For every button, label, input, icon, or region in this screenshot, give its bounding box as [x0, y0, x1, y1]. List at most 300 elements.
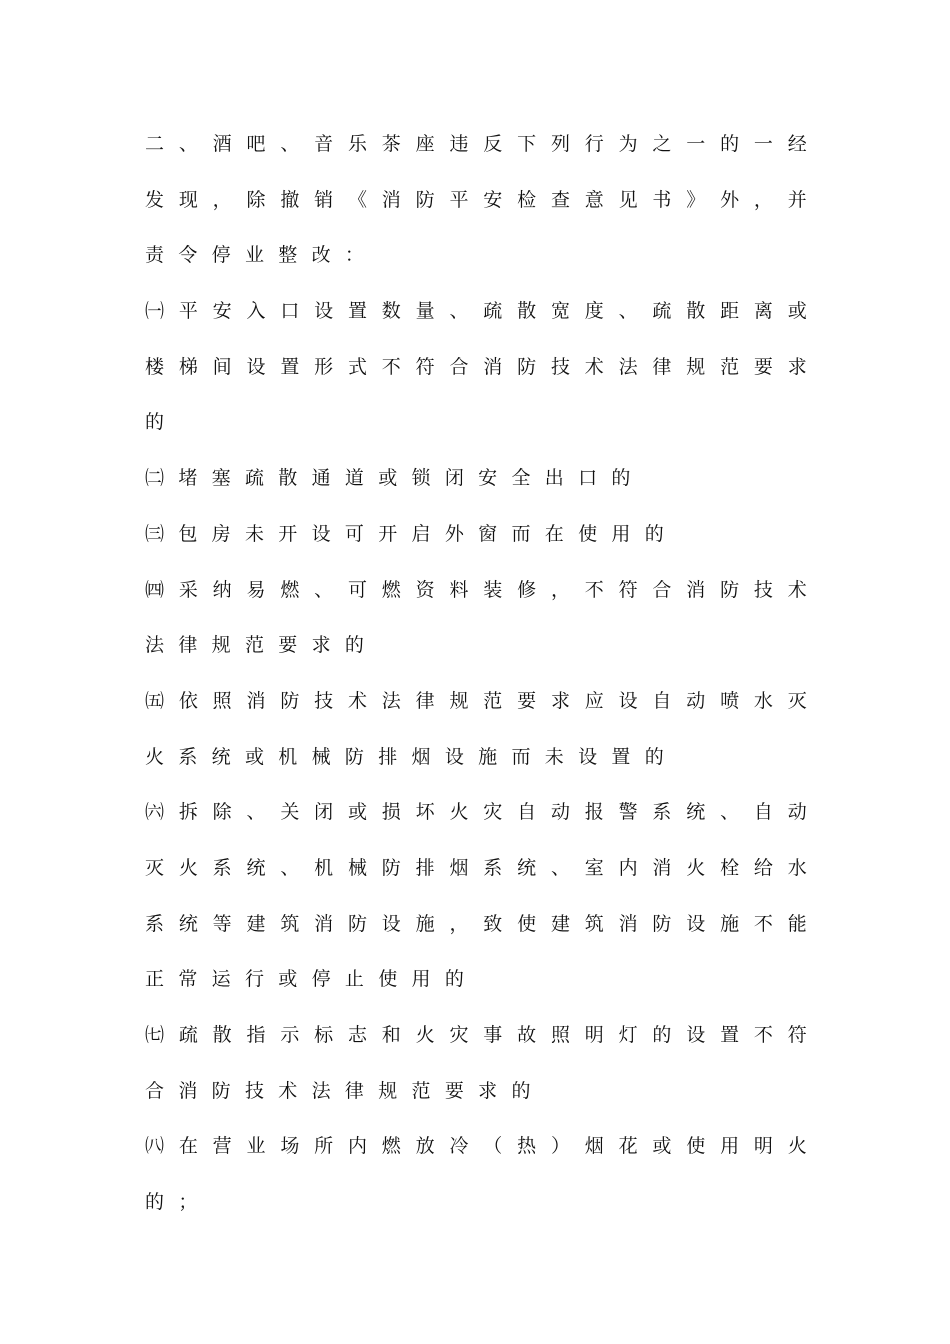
text-line: [145, 1075, 807, 1131]
text-glyph: 度: [584, 300, 604, 323]
text-glyph: 外: [444, 522, 464, 545]
text-glyph: 合: [449, 355, 469, 378]
text-glyph: 改: [311, 244, 331, 267]
text-line: [145, 908, 807, 964]
text-glyph: 一: [753, 133, 773, 155]
text-glyph: 经: [787, 133, 807, 155]
text-glyph: 》: [686, 188, 706, 211]
text-glyph: 料: [449, 578, 469, 601]
text-glyph: 除: [212, 801, 232, 824]
text-glyph: ，: [550, 578, 570, 601]
text-glyph: 散: [278, 467, 298, 490]
text-glyph: 正: [145, 968, 165, 991]
text-glyph: ㈢: [145, 522, 165, 545]
text-glyph: 包: [178, 522, 198, 545]
text-line: [145, 963, 807, 1019]
text-glyph: 酒: [212, 133, 232, 155]
text-glyph: 并: [787, 188, 807, 211]
text-glyph: 消: [483, 355, 503, 378]
text-glyph: 房: [211, 522, 231, 545]
text-glyph: 排: [378, 745, 398, 768]
text-glyph: 给: [753, 856, 773, 879]
text-glyph: 资: [415, 578, 435, 601]
text-glyph: ）: [550, 1135, 570, 1158]
text-glyph: 防: [344, 745, 364, 768]
text-glyph: 火: [449, 801, 469, 824]
text-glyph: 符: [787, 1024, 807, 1046]
text-glyph: 水: [753, 689, 773, 712]
text-glyph: 梯: [178, 355, 198, 378]
text-glyph: 查: [550, 188, 570, 211]
text-glyph: ；: [178, 1191, 198, 1214]
text-glyph: 内: [618, 856, 638, 879]
text-glyph: 统: [686, 801, 706, 824]
text-glyph: 散: [686, 300, 706, 323]
text-glyph: 可: [347, 578, 367, 601]
text-glyph: 或: [378, 467, 398, 490]
text-glyph: 、: [178, 133, 198, 155]
text-glyph: 令: [178, 244, 198, 267]
text-glyph: 喷: [720, 689, 740, 712]
text-glyph: 止: [344, 968, 364, 991]
text-glyph: 茶: [381, 133, 401, 155]
text-glyph: 明: [584, 1024, 604, 1046]
text-glyph: 用: [411, 968, 431, 991]
text-glyph: 示: [280, 1024, 300, 1046]
text-glyph: 楼: [145, 355, 165, 378]
text-glyph: 依: [178, 689, 198, 712]
text-line: [145, 462, 807, 518]
text-glyph: 堵: [178, 467, 198, 490]
text-glyph: 间: [212, 355, 232, 378]
text-glyph: 或: [787, 300, 807, 323]
text-glyph: 下: [517, 133, 537, 155]
text-glyph: 安: [478, 467, 498, 490]
text-glyph: 范: [483, 689, 503, 712]
text-glyph: 销: [314, 188, 334, 211]
text-glyph: 业: [244, 244, 264, 267]
text-glyph: 标: [314, 1024, 334, 1046]
text-glyph: ：: [344, 244, 364, 267]
text-glyph: 口: [578, 467, 598, 490]
text-glyph: 术: [787, 578, 807, 601]
text-glyph: 使: [378, 968, 398, 991]
text-glyph: 拆: [178, 801, 198, 824]
text-glyph: 易: [246, 578, 266, 601]
text-glyph: 规: [449, 689, 469, 712]
text-glyph: 、: [449, 300, 469, 323]
text-glyph: 技: [314, 689, 334, 712]
text-glyph: 全: [511, 467, 531, 490]
text-glyph: 统: [178, 912, 198, 935]
text-glyph: 在: [178, 1135, 198, 1158]
text-glyph: 统: [211, 745, 231, 768]
text-glyph: 统: [517, 856, 537, 879]
text-glyph: 志: [347, 1024, 367, 1046]
text-glyph: 灯: [618, 1024, 638, 1046]
text-glyph: 、: [314, 578, 334, 601]
text-line: [145, 239, 807, 295]
text-glyph: ㈠: [145, 300, 165, 323]
text-glyph: 启: [411, 522, 431, 545]
text-glyph: 的: [652, 1024, 672, 1046]
text-glyph: 消: [618, 912, 638, 935]
text-glyph: 现: [178, 188, 198, 211]
text-glyph: 设: [686, 912, 706, 935]
text-glyph: 律: [344, 1079, 364, 1102]
text-glyph: 机: [278, 745, 298, 768]
text-glyph: 防: [280, 689, 300, 712]
text-glyph: 用: [720, 1135, 740, 1158]
text-glyph: 求: [478, 1079, 498, 1102]
text-glyph: 的: [644, 745, 664, 768]
text-glyph: 吧: [246, 133, 266, 155]
text-glyph: 照: [212, 689, 232, 712]
text-glyph: 的: [611, 467, 631, 490]
text-glyph: 热: [517, 1135, 537, 1158]
text-line: [145, 629, 807, 685]
text-glyph: 和: [381, 1024, 401, 1046]
text-glyph: 设: [246, 355, 266, 378]
text-glyph: 法: [381, 689, 401, 712]
text-glyph: 、: [720, 801, 740, 824]
text-glyph: 筑: [584, 912, 604, 935]
text-glyph: 锁: [411, 467, 431, 490]
text-glyph: 见: [618, 188, 638, 211]
text-line: [145, 351, 807, 407]
text-glyph: 室: [584, 856, 604, 879]
text-glyph: 疏: [178, 1024, 198, 1046]
text-glyph: 常: [178, 968, 198, 991]
text-glyph: 技: [244, 1079, 264, 1102]
text-glyph: 入: [246, 300, 266, 323]
text-line: [145, 1130, 807, 1186]
text-glyph: 可: [344, 522, 364, 545]
text-glyph: 列: [550, 133, 570, 155]
text-glyph: 动: [787, 801, 807, 824]
text-glyph: 火: [145, 745, 165, 768]
text-glyph: 求: [550, 689, 570, 712]
text-glyph: 明: [753, 1135, 773, 1158]
text-glyph: 未: [244, 522, 264, 545]
text-glyph: 或: [244, 745, 264, 768]
text-glyph: 范: [720, 355, 740, 378]
text-glyph: 用: [611, 522, 631, 545]
text-glyph: 音: [314, 133, 334, 155]
text-glyph: 开: [378, 522, 398, 545]
text-glyph: 设: [381, 912, 401, 935]
text-glyph: 水: [787, 856, 807, 879]
text-line: [145, 518, 807, 574]
text-glyph: ㈦: [145, 1024, 165, 1046]
text-glyph: 行: [244, 968, 264, 991]
text-glyph: 放: [415, 1135, 435, 1158]
text-glyph: 建: [550, 912, 570, 935]
text-glyph: 设: [618, 689, 638, 712]
text-glyph: 技: [753, 578, 773, 601]
text-glyph: 消: [686, 578, 706, 601]
text-glyph: 照: [550, 1024, 570, 1046]
text-glyph: 离: [753, 300, 773, 323]
text-glyph: 外: [720, 188, 740, 211]
text-glyph: 符: [618, 578, 638, 601]
text-glyph: 故: [517, 1024, 537, 1046]
text-glyph: 一: [686, 133, 706, 155]
text-glyph: 消: [381, 188, 401, 211]
text-glyph: 损: [381, 801, 401, 824]
text-glyph: ㈤: [145, 689, 165, 712]
text-glyph: 律: [178, 634, 198, 657]
document-body: [145, 128, 807, 1242]
text-glyph: 业: [246, 1135, 266, 1158]
text-glyph: 燃: [381, 1135, 401, 1158]
text-glyph: 场: [280, 1135, 300, 1158]
text-glyph: 要: [753, 355, 773, 378]
text-glyph: 系: [178, 745, 198, 768]
text-glyph: 不: [753, 912, 773, 935]
text-glyph: 责: [145, 244, 165, 267]
text-glyph: 等: [212, 912, 232, 935]
text-glyph: 的: [444, 968, 464, 991]
text-glyph: 装: [483, 578, 503, 601]
text-line: [145, 295, 807, 351]
text-glyph: 烟: [584, 1135, 604, 1158]
text-glyph: 燃: [381, 578, 401, 601]
text-glyph: 、: [280, 856, 300, 879]
text-glyph: 内: [347, 1135, 367, 1158]
text-glyph: 二: [145, 133, 165, 155]
text-glyph: 排: [415, 856, 435, 879]
text-glyph: ㈥: [145, 801, 165, 824]
text-line: [145, 184, 807, 240]
text-glyph: 修: [517, 578, 537, 601]
text-glyph: 自: [753, 801, 773, 824]
text-glyph: 运: [211, 968, 231, 991]
text-glyph: 设: [578, 745, 598, 768]
text-glyph: 设: [311, 522, 331, 545]
text-glyph: 系: [212, 856, 232, 879]
text-glyph: 平: [178, 300, 198, 323]
text-glyph: 坏: [415, 801, 435, 824]
text-glyph: 出: [544, 467, 564, 490]
text-glyph: 施: [720, 912, 740, 935]
text-glyph: 律: [652, 355, 672, 378]
text-glyph: 道: [344, 467, 364, 490]
text-glyph: 书: [652, 188, 672, 211]
text-glyph: 未: [544, 745, 564, 768]
text-glyph: 通: [311, 467, 331, 490]
text-glyph: 距: [720, 300, 740, 323]
text-glyph: 防: [347, 912, 367, 935]
text-glyph: 的: [511, 1079, 531, 1102]
text-glyph: 术: [278, 1079, 298, 1102]
text-glyph: 合: [652, 578, 672, 601]
text-glyph: 式: [347, 355, 367, 378]
text-glyph: 术: [584, 355, 604, 378]
text-glyph: 应: [584, 689, 604, 712]
text-glyph: 范: [411, 1079, 431, 1102]
text-glyph: 违: [449, 133, 469, 155]
text-glyph: 开: [278, 522, 298, 545]
text-glyph: 防: [415, 188, 435, 211]
text-glyph: 安: [483, 188, 503, 211]
text-glyph: 采: [178, 578, 198, 601]
text-glyph: 除: [246, 188, 266, 211]
text-glyph: 或: [652, 1135, 672, 1158]
text-glyph: 散: [212, 1024, 232, 1046]
text-glyph: 报: [584, 801, 604, 824]
text-glyph: 安: [212, 300, 232, 323]
text-line: [145, 852, 807, 908]
text-glyph: 火: [415, 1024, 435, 1046]
text-glyph: 事: [483, 1024, 503, 1046]
text-glyph: 不: [584, 578, 604, 601]
text-glyph: 动: [550, 801, 570, 824]
text-glyph: 设: [444, 745, 464, 768]
text-glyph: 疏: [483, 300, 503, 323]
text-glyph: 的: [344, 634, 364, 657]
text-glyph: ，: [449, 912, 469, 935]
text-glyph: 闭: [314, 801, 334, 824]
text-line: [145, 128, 807, 184]
text-glyph: 的: [720, 133, 740, 155]
text-glyph: 燃: [280, 578, 300, 601]
text-line: [145, 685, 807, 741]
text-glyph: 意: [584, 188, 604, 211]
text-glyph: 形: [314, 355, 334, 378]
text-glyph: 而: [511, 745, 531, 768]
text-glyph: 消: [246, 689, 266, 712]
text-glyph: 栓: [720, 856, 740, 879]
text-glyph: ㈧: [145, 1135, 165, 1158]
text-glyph: ，: [753, 188, 773, 211]
text-glyph: 法: [618, 355, 638, 378]
text-glyph: 或: [278, 968, 298, 991]
text-glyph: 规: [211, 634, 231, 657]
text-glyph: 疏: [652, 300, 672, 323]
text-glyph: 塞: [211, 467, 231, 490]
text-glyph: 花: [618, 1135, 638, 1158]
text-glyph: 设: [314, 300, 334, 323]
text-glyph: 烟: [449, 856, 469, 879]
text-glyph: 自: [517, 801, 537, 824]
text-glyph: 乐: [347, 133, 367, 155]
text-glyph: 使: [578, 522, 598, 545]
text-glyph: 灭: [787, 689, 807, 712]
text-glyph: 求: [311, 634, 331, 657]
text-glyph: 停: [211, 244, 231, 267]
text-glyph: 量: [415, 300, 435, 323]
text-glyph: 筑: [280, 912, 300, 935]
text-glyph: 灭: [145, 856, 165, 879]
text-glyph: 、: [618, 300, 638, 323]
text-glyph: 建: [246, 912, 266, 935]
text-glyph: 机: [314, 856, 334, 879]
text-glyph: ，: [212, 188, 232, 211]
text-glyph: 防: [720, 578, 740, 601]
text-glyph: 施: [478, 745, 498, 768]
text-glyph: 、: [550, 856, 570, 879]
text-glyph: 检: [517, 188, 537, 211]
text-glyph: 械: [347, 856, 367, 879]
text-glyph: 之: [652, 133, 672, 155]
text-glyph: 规: [378, 1079, 398, 1102]
text-glyph: 的: [145, 411, 165, 434]
text-glyph: 防: [381, 856, 401, 879]
text-glyph: 或: [347, 801, 367, 824]
text-glyph: 动: [686, 689, 706, 712]
text-glyph: 统: [246, 856, 266, 879]
text-glyph: 不: [753, 1024, 773, 1046]
text-line: [145, 1186, 807, 1242]
text-glyph: 、: [246, 801, 266, 824]
text-glyph: 置: [280, 355, 300, 378]
text-glyph: 的: [644, 522, 664, 545]
text-glyph: 宽: [550, 300, 570, 323]
text-glyph: 反: [483, 133, 503, 155]
text-glyph: 消: [178, 1079, 198, 1102]
text-glyph: 置: [611, 745, 631, 768]
text-glyph: 数: [381, 300, 401, 323]
text-line: [145, 741, 807, 797]
text-glyph: 停: [311, 968, 331, 991]
text-glyph: 火: [787, 1135, 807, 1158]
text-glyph: 而: [511, 522, 531, 545]
text-glyph: 关: [280, 801, 300, 824]
text-glyph: 技: [550, 355, 570, 378]
text-glyph: 营: [212, 1135, 232, 1158]
text-line: [145, 1019, 807, 1075]
text-glyph: 消: [314, 912, 334, 935]
text-glyph: 行: [584, 133, 604, 155]
text-glyph: 防: [652, 912, 672, 935]
text-glyph: 使: [686, 1135, 706, 1158]
text-glyph: 指: [246, 1024, 266, 1046]
text-glyph: 发: [145, 188, 165, 211]
text-glyph: 、: [280, 133, 300, 155]
text-glyph: 施: [415, 912, 435, 935]
text-line: [145, 574, 807, 630]
text-glyph: 致: [483, 912, 503, 935]
text-glyph: 火: [178, 856, 198, 879]
text-glyph: 要: [517, 689, 537, 712]
text-glyph: 使: [517, 912, 537, 935]
text-glyph: 《: [347, 188, 367, 211]
text-glyph: 整: [278, 244, 298, 267]
text-glyph: 置: [720, 1024, 740, 1046]
text-glyph: 要: [278, 634, 298, 657]
text-glyph: 口: [280, 300, 300, 323]
text-glyph: 系: [483, 856, 503, 879]
text-glyph: 合: [145, 1079, 165, 1102]
text-glyph: 窗: [478, 522, 498, 545]
text-glyph: ㈡: [145, 467, 165, 490]
text-glyph: 法: [145, 634, 165, 657]
text-glyph: 规: [686, 355, 706, 378]
text-glyph: 警: [618, 801, 638, 824]
text-glyph: 的: [145, 1191, 165, 1214]
text-glyph: 火: [686, 856, 706, 879]
text-glyph: 在: [544, 522, 564, 545]
text-glyph: 不: [381, 355, 401, 378]
text-glyph: 消: [652, 856, 672, 879]
text-glyph: 系: [652, 801, 672, 824]
text-glyph: 要: [444, 1079, 464, 1102]
text-glyph: 置: [347, 300, 367, 323]
text-glyph: 设: [686, 1024, 706, 1046]
text-glyph: 为: [618, 133, 638, 155]
text-glyph: 闭: [444, 467, 464, 490]
